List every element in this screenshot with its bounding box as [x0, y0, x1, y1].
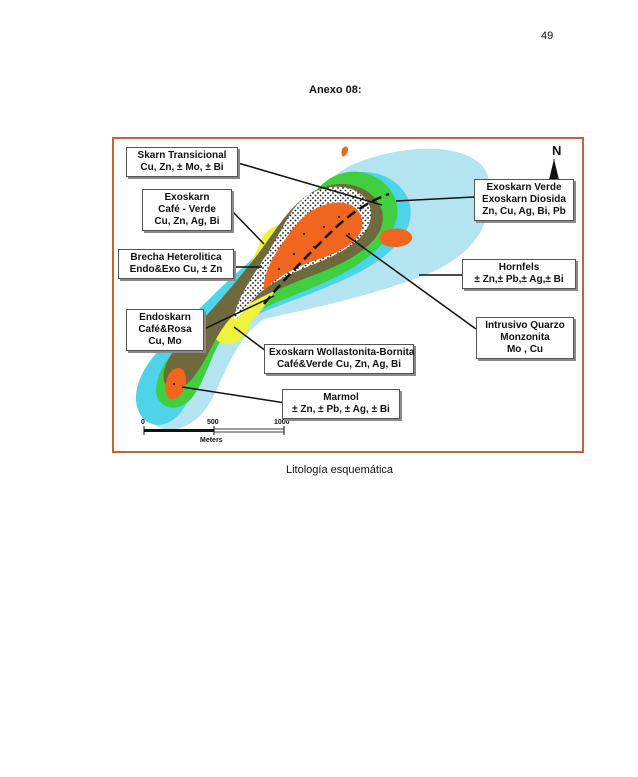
north-label: N: [552, 143, 562, 158]
label-endoskarn: Endoskarn Café&Rosa Cu, Mo: [126, 309, 204, 351]
scale-unit: Meters: [200, 437, 223, 444]
figure-caption: Litología esquemática: [286, 464, 394, 476]
scale-tick-0: 0: [141, 419, 145, 426]
page-number: 49: [541, 30, 554, 42]
geology-map-figure: [112, 137, 584, 453]
label-hornfels: Hornfels ± Zn,± Pb,± Ag,± Bi: [462, 259, 576, 289]
annex-title: Anexo 08:: [309, 84, 362, 96]
orange-fleck: [341, 146, 348, 156]
scale-tick-500: 500: [207, 419, 219, 426]
label-skarn-transicional: Skarn Transicional Cu, Zn, ± Mo, ± Bi: [126, 147, 238, 177]
label-brecha-heterolitica: Brecha Heterolitica Endo&Exo Cu, ± Zn: [118, 249, 234, 279]
label-marmol: Marmol ± Zn, ± Pb, ± Ag, ± Bi: [282, 389, 400, 419]
label-exoskarn-verde: Exoskarn Verde Exoskarn Diosida Zn, Cu, Ag, Bi, Pb: [474, 179, 574, 221]
label-exoskarn-cafe-verde: Exoskarn Café - Verde Cu, Zn, Ag, Bi: [142, 189, 232, 231]
label-intrusivo: Intrusivo Quarzo Monzonita Mo , Cu: [476, 317, 574, 359]
scale-tick-1000: 1000: [274, 419, 290, 426]
label-exoskarn-wollastonita: Exoskarn Wollastonita-Bornita Café&Verde Cu, Zn, Ag, Bi: [264, 344, 414, 374]
